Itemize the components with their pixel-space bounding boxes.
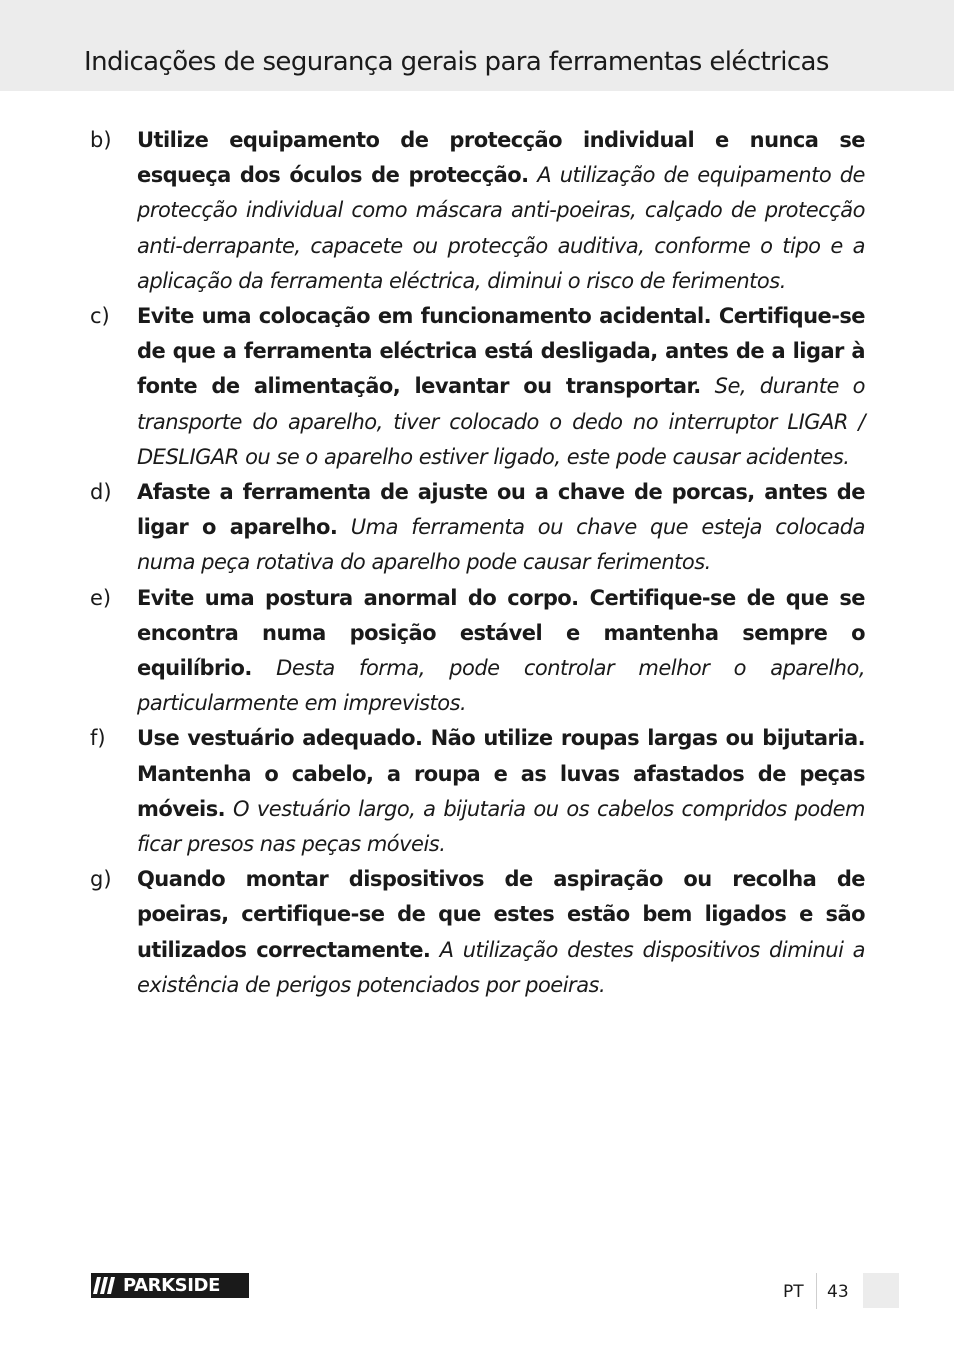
item-letter: d) <box>90 480 112 505</box>
list-item <box>0 721 865 862</box>
item-text <box>137 475 865 581</box>
item-bold-text: Utilize equipamento de protecção individual e nunca se esqueça dos óculos de protecção. <box>137 128 865 188</box>
footer-divider <box>816 1273 817 1309</box>
parkside-logo <box>91 1273 249 1298</box>
item-italic-text: O vestuário largo, a bijutaria ou os cabelos compridos podem ficar presos nas peças móveis. <box>137 796 865 857</box>
item-letter: g) <box>90 867 112 892</box>
page-edge-tab <box>863 1273 899 1308</box>
item-bold-text: Evite uma postura anormal do corpo. Certifique-se de que se encontra numa posição estável e mantenha sempre o equilíbrio. <box>137 585 865 681</box>
logo-stripes-icon <box>91 1273 121 1298</box>
item-text <box>137 123 865 299</box>
list-item <box>0 123 865 299</box>
item-letter: b) <box>90 128 112 152</box>
item-bold-text: Quando montar dispositivos de aspiração ou recolha de poeiras, certifique-se de que estes estão bem ligados e são utilizados correctamente. <box>137 867 865 962</box>
item-italic-text: Se, durante o transporte do aparelho, tiver colocado o dedo no interruptor LIGAR / DESLIGAR ou se o aparelho estiver ligado, este pode causar acidentes. <box>137 374 866 469</box>
item-italic-text: A utilização destes dispositivos diminui a existência de perigos potenciados por poeiras. <box>137 937 865 997</box>
item-letter: c) <box>90 304 110 329</box>
list-item <box>0 299 865 475</box>
list-item <box>0 475 865 581</box>
item-bold-text: Use vestuário adequado. Não utilize roupas largas ou bijutaria. Mantenha o cabelo, a roupa e as luvas afastados de peças móveis. <box>137 726 865 821</box>
language-code: PT <box>783 1282 804 1302</box>
item-letter: e) <box>90 585 112 610</box>
item-italic-text: A utilização de equipamento de protecção individual como máscara anti-poeiras, calçado de protecção anti-derrapante, capacete ou protecção auditiva, conforme o tipo e a aplicação da ferramenta eléctrica, diminui o risco de ferimentos. <box>137 163 865 293</box>
item-text <box>137 299 865 475</box>
item-text <box>137 581 865 722</box>
item-letter: f) <box>90 726 106 751</box>
item-text <box>137 721 865 862</box>
item-text <box>137 862 865 1003</box>
safety-instructions-list <box>0 123 954 1003</box>
item-bold-text: Evite uma colocação em funcionamento acidental. Certifique-se de que a ferramenta eléctrica está desligada, antes de a ligar à fonte de alimentação, levantar ou transportar. <box>137 304 865 399</box>
item-italic-text: Uma ferramenta ou chave que esteja colocada numa peça rotativa do aparelho pode causar ferimentos. <box>137 515 865 575</box>
item-bold-text: Afaste a ferramenta de ajuste ou a chave de porcas, antes de ligar o aparelho. <box>137 480 865 540</box>
item-italic-text: Desta forma, pode controlar melhor o aparelho, particularmente em imprevistos. <box>137 656 865 716</box>
page-title: Indicações de segurança gerais para ferramentas eléctricas <box>84 47 829 77</box>
page-number: 43 <box>827 1282 849 1302</box>
list-item <box>0 581 865 722</box>
list-item <box>0 862 865 1003</box>
logo-brand-text: PARKSIDE <box>123 1275 220 1296</box>
